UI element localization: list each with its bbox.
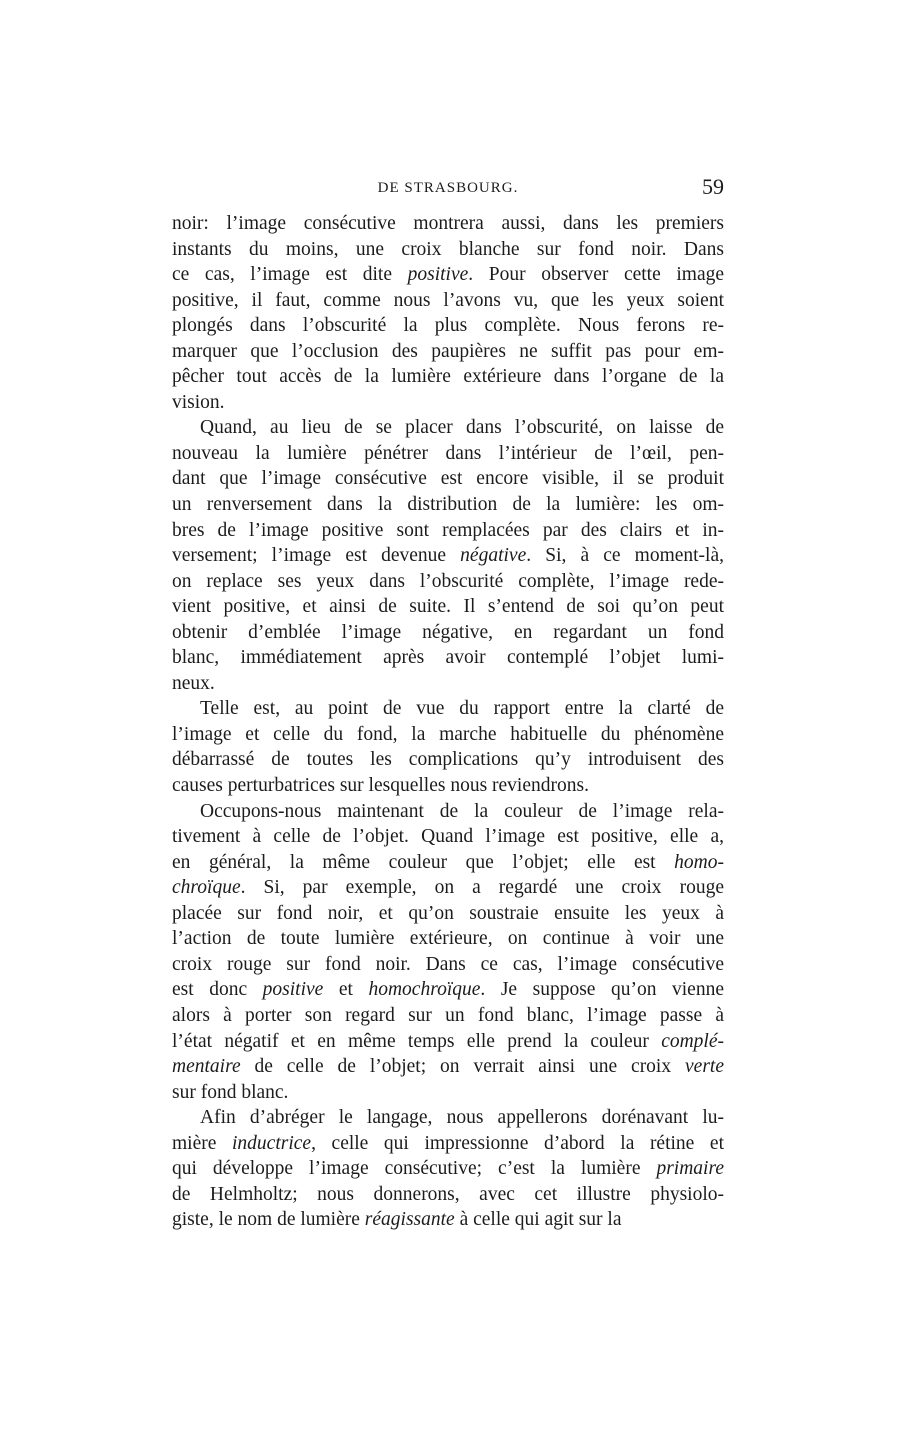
text-run: noir: l’image consécutive montrera aussi, dans les premiers	[172, 213, 724, 234]
italic-text: réagissante	[364, 1209, 455, 1231]
text-run: giste, le nom de lumière	[172, 1209, 365, 1231]
text-line	[172, 543, 724, 569]
text-run: sur fond blanc.	[172, 1081, 289, 1103]
text-run: dant que l’image consécutive est encore visible, il se produit	[172, 468, 724, 490]
text-run: Occupons-nous maintenant de la couleur de l’image rela-	[200, 800, 724, 822]
text-run: croix rouge sur fond noir. Dans ce cas, l’image consécutive	[172, 953, 724, 975]
running-title: DE STRASBOURG.	[377, 180, 519, 196]
text-run: et	[323, 979, 369, 1001]
text-line	[172, 926, 724, 952]
text-line	[172, 594, 724, 620]
italic-text: verte	[685, 1056, 724, 1078]
paragraph	[172, 799, 724, 1106]
text-run: qui développe l’image consécutive; c’est la lumière	[172, 1158, 657, 1180]
text-run: plongés dans l’obscurité la plus complète. Nous ferons re-	[172, 315, 724, 337]
text-run: causes perturbatrices sur lesquelles nous reviendrons.	[172, 775, 589, 797]
text-run: instants du moins, une croix blanche sur fond noir. Dans	[172, 238, 724, 260]
paragraph	[172, 211, 724, 415]
text-run: nouveau la lumière pénétrer dans l’intérieur de l’œil, pen-	[172, 442, 724, 464]
text-line	[172, 288, 724, 314]
italic-text: complé-	[661, 1030, 724, 1052]
text-run: en général, la même couleur que l’objet; elle est	[172, 851, 675, 873]
text-line	[172, 492, 724, 518]
text-run: . Si, par exemple, on a regardé une croix rouge	[240, 877, 724, 899]
text-line	[172, 1080, 724, 1106]
text-line	[172, 850, 724, 876]
text-line	[172, 696, 724, 722]
text-run: pêcher tout accès de la lumière extérieure dans l’organe de la	[172, 366, 724, 388]
text-run: positive, il faut, comme nous l’avons vu, que les yeux soient	[172, 289, 724, 311]
italic-text: homo-	[674, 851, 724, 873]
text-run: vision.	[172, 391, 225, 413]
text-line	[172, 799, 724, 825]
text-run: blanc, immédiatement après avoir contemplé l’objet lumi-	[172, 647, 724, 669]
text-line	[172, 1182, 724, 1208]
text-run: Quand, au lieu de se placer dans l’obscurité, on laisse de	[200, 417, 724, 439]
text-run: . Si, à ce moment-là,	[526, 545, 724, 567]
text-line	[172, 620, 724, 646]
text-line	[172, 1207, 724, 1233]
text-run: alors à porter son regard sur un fond blanc, l’image passe à	[172, 1004, 724, 1026]
text-line	[172, 313, 724, 339]
running-head	[172, 174, 724, 204]
text-line	[172, 466, 724, 492]
text-run: Telle est, au point de vue du rapport entre la clarté de	[200, 698, 724, 720]
text-line	[172, 671, 724, 697]
text-line	[172, 645, 724, 671]
text-run: à celle qui agit sur la	[454, 1209, 622, 1231]
italic-text: primaire	[656, 1158, 724, 1180]
text-line	[172, 977, 724, 1003]
paragraph	[172, 696, 724, 798]
text-line	[172, 1156, 724, 1182]
italic-text: chroïque	[172, 877, 241, 899]
text-run: de Helmholtz; nous donnerons, avec cet illustre physiolo-	[172, 1183, 724, 1205]
italic-text: mentaire	[172, 1056, 241, 1078]
italic-text: inductrice	[232, 1132, 312, 1154]
text-run: versement; l’image est devenue	[172, 545, 461, 567]
text-line	[172, 1054, 724, 1080]
text-run: tivement à celle de l’objet. Quand l’image est positive, elle a,	[172, 826, 724, 848]
text-line	[172, 952, 724, 978]
text-run: . Pour observer cette image	[468, 264, 725, 286]
text-line	[172, 773, 724, 799]
text-run: est donc	[172, 979, 263, 1001]
italic-text: positive	[262, 979, 324, 1001]
text-line	[172, 441, 724, 467]
text-run: on replace ses yeux dans l’obscurité complète, l’image rede-	[172, 570, 724, 592]
text-run: de celle de l’objet; on verrait ainsi une croix	[240, 1056, 686, 1078]
text-run: bres de l’image positive sont remplacées par des clairs et in-	[172, 519, 724, 541]
text-run: ce cas, l’image est dite	[172, 264, 408, 286]
text-line	[172, 875, 724, 901]
text-run: , celle qui impressionne d’abord la rétine et	[311, 1132, 725, 1154]
text-line	[172, 1105, 724, 1131]
text-line	[172, 390, 724, 416]
text-line	[172, 569, 724, 595]
text-run: mière	[172, 1132, 232, 1154]
text-run: marquer que l’occlusion des paupières ne suffit pas pour em-	[172, 340, 724, 362]
paragraph	[172, 1105, 724, 1233]
page-number: 59	[702, 174, 724, 199]
text-line	[172, 518, 724, 544]
text-line	[172, 722, 724, 748]
text-line	[172, 1003, 724, 1029]
text-line	[172, 901, 724, 927]
text-run: Afin d’abréger le langage, nous appellerons dorénavant lu-	[200, 1107, 724, 1129]
italic-text: positive	[407, 264, 469, 286]
text-line	[172, 237, 724, 263]
text-run: . Je suppose qu’on vienne	[480, 979, 724, 1001]
text-run: placée sur fond noir, et qu’on soustraie ensuite les yeux à	[172, 902, 724, 924]
text-run: l’action de toute lumière extérieure, on continue à voir une	[172, 928, 724, 950]
text-line	[172, 415, 724, 441]
text-line	[172, 339, 724, 365]
text-line	[172, 364, 724, 390]
body-text	[172, 211, 724, 1233]
text-line	[172, 747, 724, 773]
text-line	[172, 824, 724, 850]
italic-text: négative	[460, 545, 527, 567]
text-line	[172, 211, 724, 237]
text-line	[172, 1131, 724, 1157]
text-run: obtenir d’emblée l’image négative, en regardant un fond	[172, 621, 724, 643]
italic-text: homochroïque	[368, 979, 481, 1001]
text-run: débarrassé de toutes les complications qu’y introduisent des	[172, 749, 724, 771]
paragraph	[172, 415, 724, 696]
text-run: l’image et celle du fond, la marche habituelle du phénomène	[172, 723, 724, 745]
text-run: l’état négatif et en même temps elle prend la couleur	[172, 1030, 662, 1052]
text-run: un renversement dans la distribution de la lumière: les om-	[172, 494, 724, 516]
text-line	[172, 262, 724, 288]
text-run: neux.	[172, 672, 215, 694]
text-line	[172, 1029, 724, 1055]
text-run: vient positive, et ainsi de suite. Il s’entend de soi qu’on peut	[172, 596, 724, 618]
